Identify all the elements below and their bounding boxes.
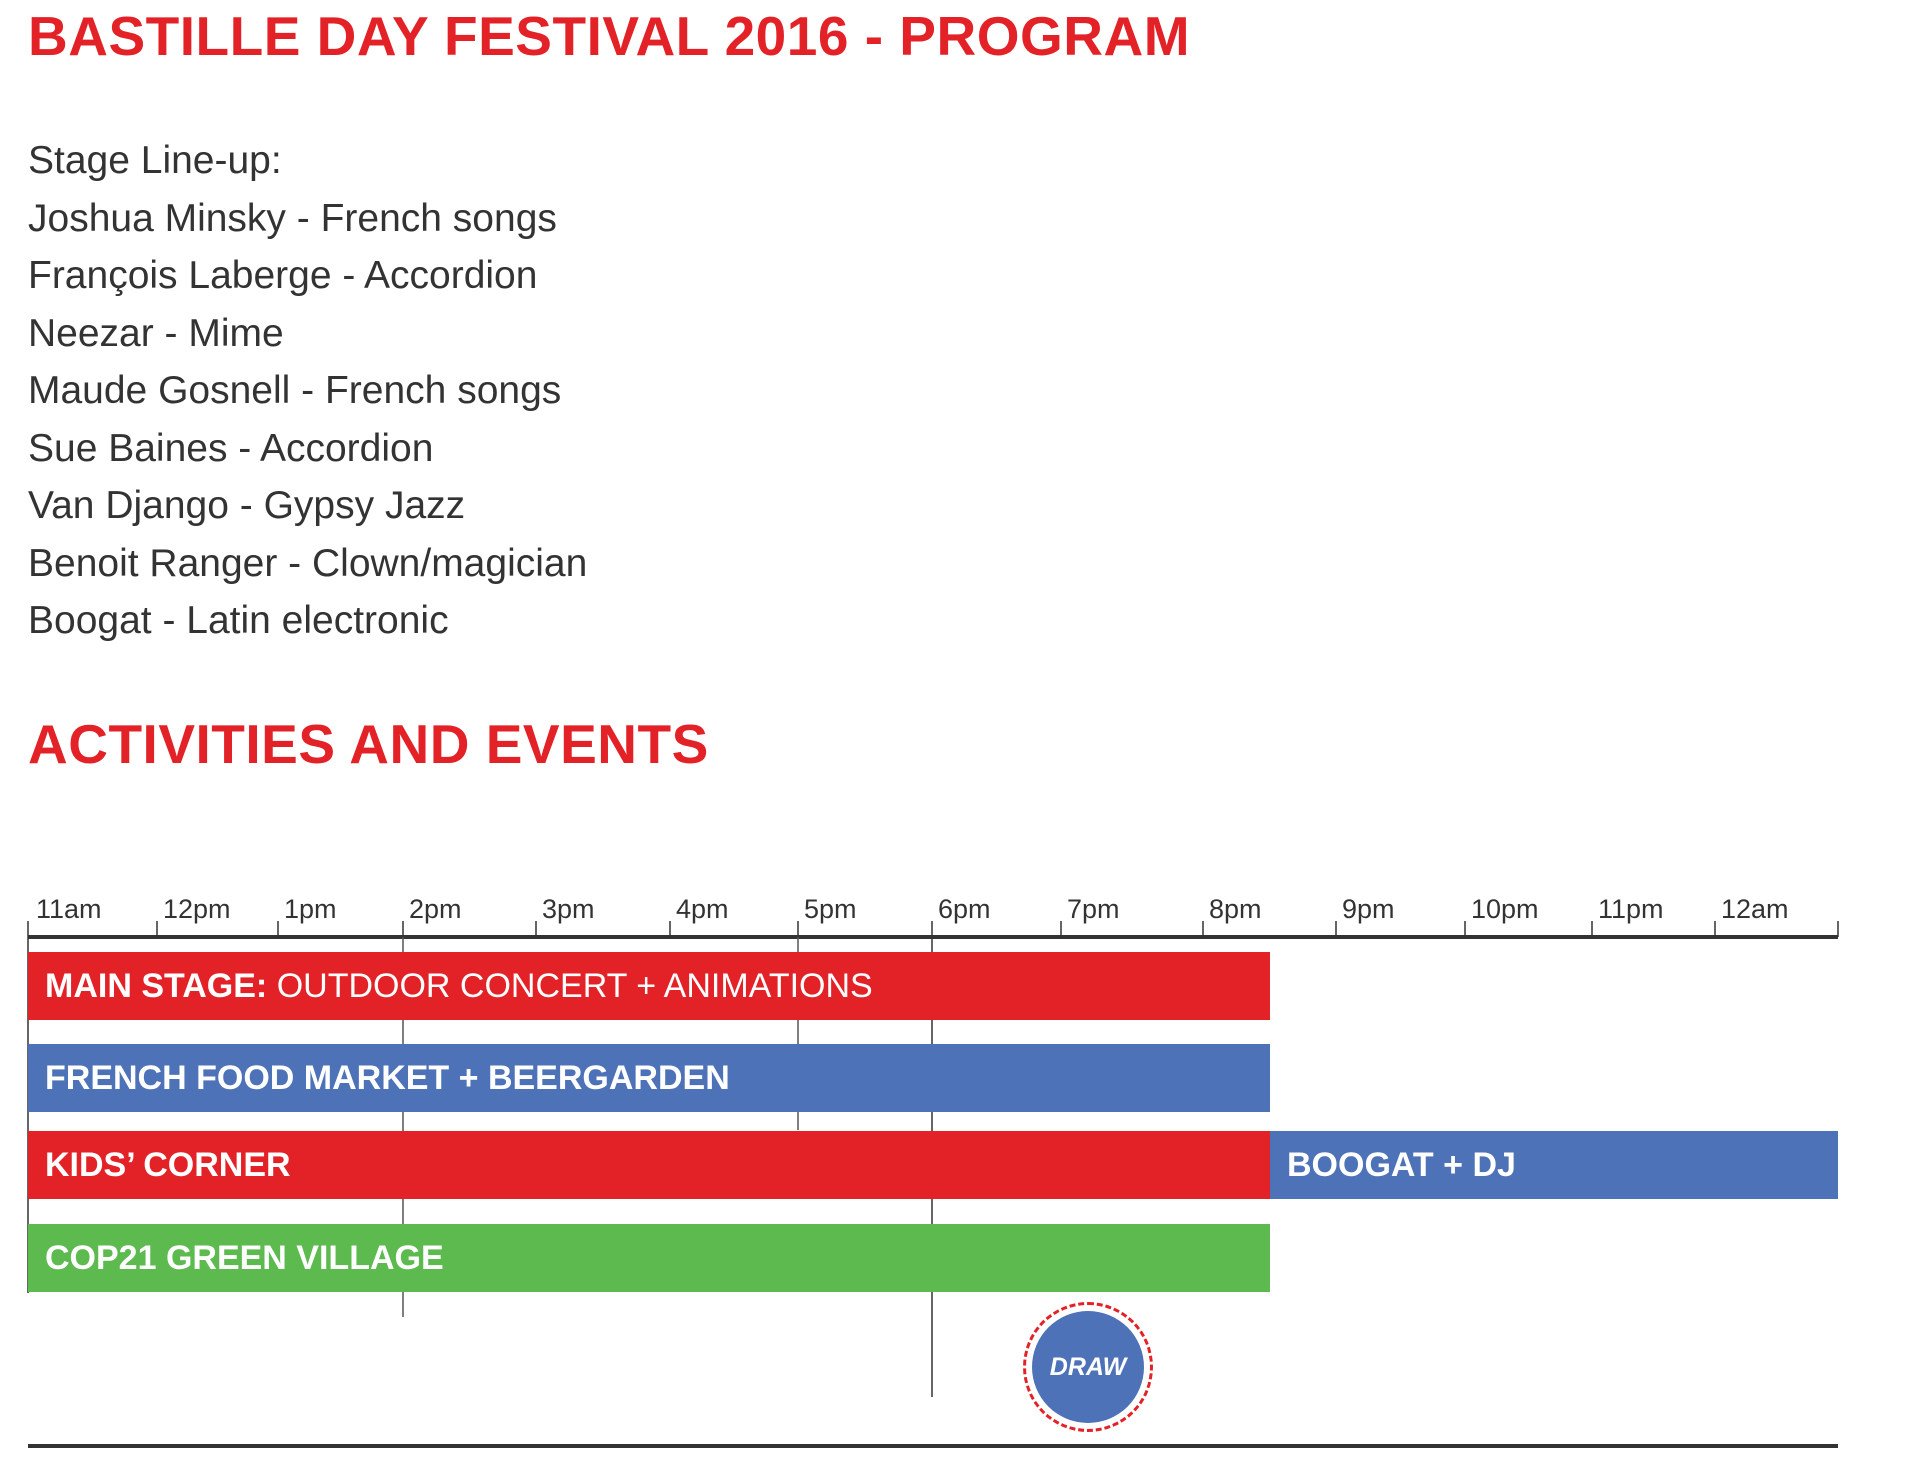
- lineup-heading: Stage Line-up:: [28, 139, 282, 182]
- hour-label: 3pm: [542, 894, 595, 924]
- lineup-item: Neezar - Mime: [28, 311, 284, 355]
- bar-label-detail: OUTDOOR CONCERT + ANIMATIONS: [267, 966, 873, 1005]
- hour-label: 4pm: [676, 894, 729, 924]
- lineup-item: Van Django - Gypsy Jazz: [28, 484, 466, 527]
- bar-label: BOOGAT + DJ: [1287, 1145, 1516, 1184]
- lineup-item: Maude Gosnell - French songs: [28, 369, 562, 412]
- draw-badge: [1023, 1302, 1153, 1432]
- bar-label: COP21 GREEN VILLAGE: [45, 1238, 444, 1277]
- hour-label: 11pm: [1598, 894, 1664, 924]
- hour-label: 9pm: [1342, 894, 1395, 924]
- stage-lineup: [28, 132, 587, 650]
- hour-label: 8pm: [1209, 894, 1262, 924]
- bar-kids-corner: [28, 1131, 1270, 1199]
- lineup-item: Joshua Minsky - French songs: [28, 196, 557, 240]
- hour-label: 5pm: [804, 894, 857, 924]
- hour-label: 10pm: [1471, 894, 1539, 924]
- lineup-item: Benoit Ranger - Clown/magician: [28, 541, 588, 585]
- hour-label: 2pm: [409, 894, 462, 924]
- bar-main-stage: [28, 952, 1270, 1020]
- events-timeline: [0, 880, 1911, 1459]
- bar-green-village: [28, 1224, 1270, 1292]
- lineup-item: Sue Baines - Accordion: [28, 426, 434, 470]
- hour-label: 11am: [36, 894, 102, 924]
- lineup-item: Boogat - Latin electronic: [28, 599, 449, 642]
- hour-label: 6pm: [938, 894, 991, 924]
- bar-label: FRENCH FOOD MARKET + BEERGARDEN: [45, 1058, 730, 1097]
- hour-label: 12pm: [163, 894, 231, 924]
- bar-boogat-dj: [1270, 1131, 1838, 1199]
- draw-badge-inner: DRAW: [1032, 1311, 1144, 1423]
- hour-label: 7pm: [1067, 894, 1120, 924]
- hour-label: 1pm: [284, 894, 337, 924]
- bar-label: MAIN STAGE:: [45, 966, 268, 1005]
- program-title: BASTILLE DAY FESTIVAL 2016 - PROGRAM: [28, 5, 1191, 67]
- hour-label: 12am: [1721, 894, 1789, 924]
- lineup-item: François Laberge - Accordion: [28, 254, 538, 297]
- bar-food-market: [28, 1044, 1270, 1112]
- bar-label: KIDS’ CORNER: [45, 1145, 291, 1184]
- events-title: ACTIVITIES AND EVENTS: [28, 713, 709, 775]
